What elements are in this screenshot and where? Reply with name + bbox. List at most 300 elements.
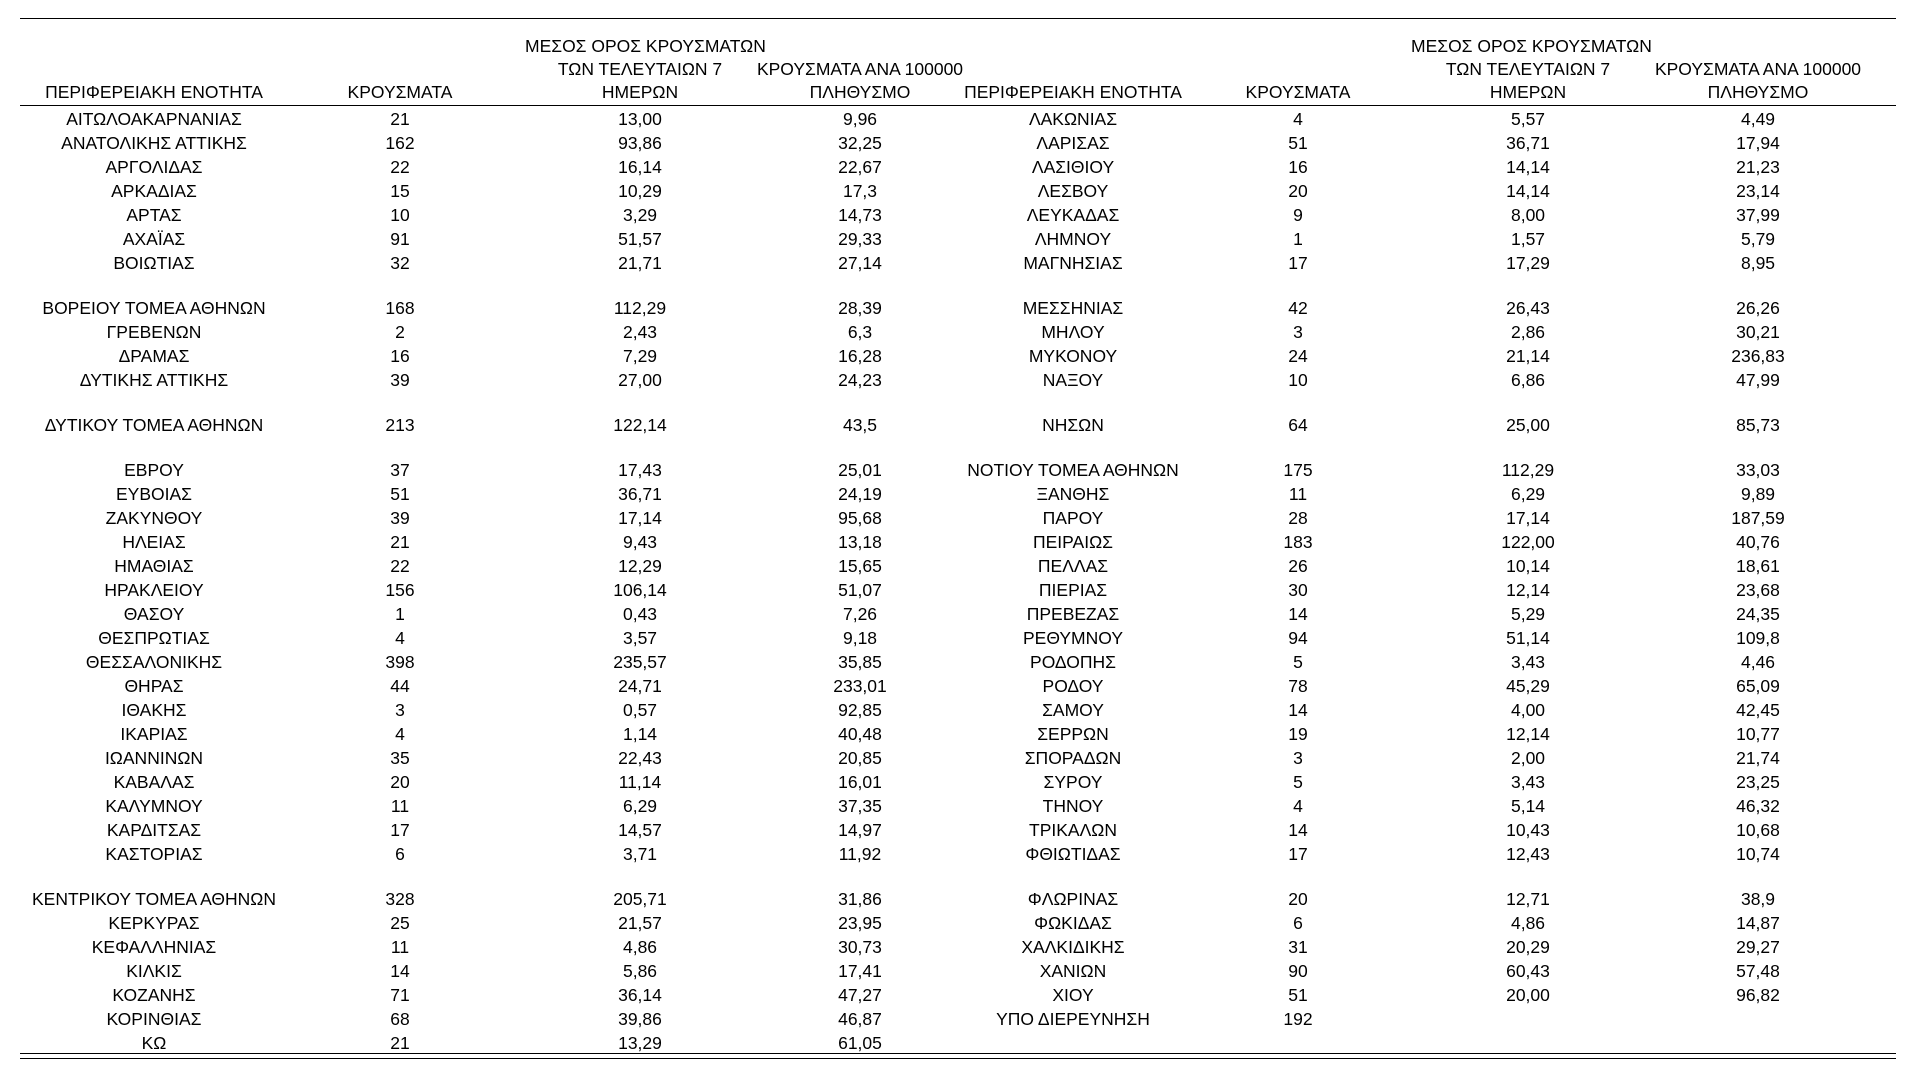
per100k-cell: 35,85 (838, 652, 882, 672)
table-row (20, 1031, 958, 1055)
table-row (20, 554, 958, 578)
cases-cell: 2 (395, 322, 405, 342)
region-cell: ΤΡΙΚΑΛΩΝ (1029, 820, 1117, 840)
table-row (20, 818, 958, 842)
header-cases (1198, 81, 1398, 104)
table-row (20, 770, 958, 794)
table-row (20, 650, 958, 674)
cases-cell: 21 (390, 109, 410, 129)
header-region-line: ΠΕΡΙΦΕΡΕΙΑΚΗ ΕΝΟΤΗΤΑ (45, 82, 263, 102)
per100k-cell: 22,67 (838, 157, 882, 177)
avg7-cell: 36,71 (1506, 133, 1550, 153)
region-cell: ΓΡΕΒΕΝΩΝ (106, 322, 202, 342)
region-cell: ΚΑΛΥΜΝΟΥ (105, 796, 203, 816)
table-row (943, 722, 1881, 746)
header-avg7 (1411, 35, 1652, 104)
table-row (943, 770, 1881, 794)
cases-cell: 398 (385, 652, 415, 672)
avg7-cell: 112,29 (1501, 460, 1555, 480)
per100k-cell: 96,82 (1736, 985, 1780, 1005)
region-cell: ΛΑΚΩΝΙΑΣ (1028, 109, 1118, 129)
cases-cell: 14 (1288, 604, 1308, 624)
per100k-cell: 13,18 (838, 532, 882, 552)
region-cell: ΚΩ (141, 1033, 167, 1053)
per100k-cell: 31,86 (838, 889, 882, 909)
region-cell: ΔΥΤΙΚΟΥ ΤΟΜΕΑ ΑΘΗΝΩΝ (44, 415, 264, 435)
cases-cell: 192 (1283, 1009, 1313, 1029)
avg7-cell: 4,86 (622, 937, 658, 957)
region-cell: ΣΑΜΟΥ (1042, 700, 1104, 720)
per100k-cell: 46,87 (838, 1009, 882, 1029)
cases-cell: 68 (390, 1009, 410, 1029)
region-cell: ΝΟΤΙΟΥ ΤΟΜΕΑ ΑΘΗΝΩΝ (967, 460, 1179, 480)
per100k-cell: 57,48 (1736, 961, 1780, 981)
avg7-cell: 2,00 (1510, 748, 1546, 768)
cases-cell: 5 (1293, 652, 1303, 672)
cases-cell: 10 (1288, 370, 1308, 390)
per100k-cell: 8,95 (1740, 253, 1776, 273)
table-row (943, 131, 1881, 155)
table-row (943, 578, 1881, 602)
per100k-cell: 65,09 (1736, 676, 1780, 696)
cases-cell: 37 (390, 460, 410, 480)
per100k-cell: 4,49 (1740, 109, 1776, 129)
per100k-cell: 37,99 (1736, 205, 1780, 225)
avg7-cell: 10,14 (1506, 556, 1550, 576)
avg7-cell: 5,86 (622, 961, 658, 981)
table-row (943, 530, 1881, 554)
region-cell: ΕΒΡΟΥ (124, 460, 184, 480)
cases-cell: 19 (1288, 724, 1308, 744)
cases-cell: 21 (390, 532, 410, 552)
cases-cell: 175 (1283, 460, 1313, 480)
header-per100k (1643, 58, 1873, 104)
cases-cell: 51 (1288, 133, 1308, 153)
per100k-cell: 10,68 (1736, 820, 1780, 840)
region-cell: ΣΥΡΟΥ (1043, 772, 1103, 792)
avg7-cell: 25,00 (1506, 415, 1550, 435)
per100k-cell: 23,14 (1736, 181, 1780, 201)
cases-report-document (20, 0, 1896, 1078)
header-avg7-line: ΗΜΕΡΩΝ (601, 82, 679, 102)
avg7-cell: 12,14 (1506, 724, 1550, 744)
table-row (20, 983, 958, 1007)
region-cell: ΗΛΕΙΑΣ (122, 532, 186, 552)
per100k-cell: 11,92 (838, 844, 882, 864)
region-cell: ΗΜΑΘΙΑΣ (114, 556, 194, 576)
table-row (20, 959, 958, 983)
per100k-cell: 27,14 (838, 253, 882, 273)
cases-cell: 90 (1288, 961, 1308, 981)
avg7-cell: 14,14 (1506, 181, 1550, 201)
per100k-cell: 21,74 (1736, 748, 1780, 768)
table-row (943, 107, 1881, 131)
cases-cell: 3 (1293, 322, 1303, 342)
avg7-cell: 8,00 (1510, 205, 1546, 225)
region-cell: ΠΕΙΡΑΙΩΣ (1033, 532, 1113, 552)
cases-cell: 21 (390, 1033, 410, 1053)
table-row (943, 1007, 1881, 1031)
table-row (20, 227, 958, 251)
avg7-cell: 4,86 (1510, 913, 1546, 933)
cases-cell: 5 (1293, 772, 1303, 792)
avg7-cell: 21,57 (618, 913, 662, 933)
region-cell: ΣΕΡΡΩΝ (1037, 724, 1109, 744)
header-region (20, 81, 288, 104)
avg7-cell: 5,29 (1510, 604, 1546, 624)
per100k-cell: 25,01 (838, 460, 882, 480)
region-cell: ΤΗΝΟΥ (1042, 796, 1104, 816)
avg7-cell: 6,29 (622, 796, 658, 816)
header-region-line: ΠΕΡΙΦΕΡΕΙΑΚΗ ΕΝΟΤΗΤΑ (964, 82, 1182, 102)
per100k-cell: 16,01 (838, 772, 882, 792)
avg7-cell: 3,43 (1510, 772, 1546, 792)
avg7-cell: 4,00 (1510, 700, 1546, 720)
cases-cell: 94 (1288, 628, 1308, 648)
cases-cell: 28 (1288, 508, 1308, 528)
table-row (943, 626, 1881, 650)
table-row (943, 698, 1881, 722)
cases-cell: 39 (390, 508, 410, 528)
region-cell: ΠΕΛΛΑΣ (1037, 556, 1109, 576)
avg7-cell: 12,29 (618, 556, 662, 576)
per100k-cell: 233,01 (833, 676, 887, 696)
per100k-cell: 14,87 (1736, 913, 1780, 933)
avg7-cell: 1,57 (1510, 229, 1546, 249)
cases-cell: 183 (1283, 532, 1313, 552)
cases-cell: 91 (390, 229, 410, 249)
region-cell: ΒΟΙΩΤΙΑΣ (113, 253, 195, 273)
per100k-cell: 37,35 (838, 796, 882, 816)
table-row (20, 722, 958, 746)
per100k-cell: 26,26 (1736, 298, 1780, 318)
avg7-cell: 7,29 (622, 346, 658, 366)
cases-cell: 78 (1288, 676, 1308, 696)
region-cell: ΒΟΡΕΙΟΥ ΤΟΜΕΑ ΑΘΗΝΩΝ (42, 298, 266, 318)
table-row (20, 698, 958, 722)
avg7-cell: 2,86 (1510, 322, 1546, 342)
region-cell: ΚΕΝΤΡΙΚΟΥ ΤΟΜΕΑ ΑΘΗΝΩΝ (31, 889, 277, 909)
region-cell: ΑΡΤΑΣ (126, 205, 182, 225)
table-row (943, 203, 1881, 227)
per100k-cell: 24,19 (838, 484, 882, 504)
per100k-cell: 21,23 (1736, 157, 1780, 177)
header-per100k-line: ΠΛΗΘΥΣΜΟ (1707, 82, 1809, 102)
table-row (20, 887, 958, 911)
region-cell: ΛΑΣΙΘΙΟΥ (1031, 157, 1115, 177)
avg7-cell: 39,86 (618, 1009, 662, 1029)
region-cell: ΜΗΛΟΥ (1041, 322, 1105, 342)
top-rule (20, 18, 1896, 19)
cases-cell: 1 (395, 604, 405, 624)
per100k-cell: 46,32 (1736, 796, 1780, 816)
region-cell: ΚΕΦΑΛΛΗΝΙΑΣ (91, 937, 217, 957)
per100k-cell: 29,33 (838, 229, 882, 249)
header-cases (300, 81, 500, 104)
avg7-cell: 60,43 (1506, 961, 1550, 981)
table-body-left (20, 107, 958, 1055)
cases-cell: 156 (385, 580, 415, 600)
avg7-cell: 20,00 (1506, 985, 1550, 1005)
table-right-half (943, 36, 1881, 1031)
cases-cell: 4 (395, 724, 405, 744)
per100k-cell: 32,25 (838, 133, 882, 153)
table-row (20, 842, 958, 866)
cases-cell: 22 (390, 556, 410, 576)
table-row (943, 368, 1881, 392)
per100k-cell: 10,77 (1736, 724, 1780, 744)
per100k-cell: 23,68 (1736, 580, 1780, 600)
cases-cell: 6 (1293, 913, 1303, 933)
table-row (20, 320, 958, 344)
table-row (943, 482, 1881, 506)
per100k-cell: 30,73 (838, 937, 882, 957)
per100k-cell: 5,79 (1740, 229, 1776, 249)
avg7-cell: 10,43 (1506, 820, 1550, 840)
table-row (943, 983, 1881, 1007)
region-cell: ΜΕΣΣΗΝΙΑΣ (1022, 298, 1124, 318)
avg7-cell: 17,43 (618, 460, 662, 480)
region-cell: ΧΙΟΥ (1052, 985, 1094, 1005)
table-left-half (20, 36, 964, 1055)
cases-cell: 1 (1293, 229, 1303, 249)
avg7-cell: 0,57 (622, 700, 658, 720)
avg7-cell: 14,57 (618, 820, 662, 840)
table-row (20, 506, 958, 530)
header-avg7-line: ΜΕΣΟΣ ΟΡΟΣ ΚΡΟΥΣΜΑΤΩΝ (525, 36, 766, 56)
region-cell: ΑΧΑΪΑΣ (122, 229, 186, 249)
table-row (20, 179, 958, 203)
avg7-cell: 17,14 (618, 508, 662, 528)
per100k-cell: 236,83 (1731, 346, 1785, 366)
avg7-cell: 12,43 (1506, 844, 1550, 864)
region-cell: ΑΡΓΟΛΙΔΑΣ (105, 157, 203, 177)
header-avg7-line: ΗΜΕΡΩΝ (1489, 82, 1567, 102)
avg7-cell: 5,57 (1510, 109, 1546, 129)
table-row (943, 602, 1881, 626)
table-row (20, 131, 958, 155)
per100k-cell: 43,5 (842, 415, 878, 435)
cases-cell: 328 (385, 889, 415, 909)
cases-cell: 20 (1288, 889, 1308, 909)
avg7-cell: 0,43 (622, 604, 658, 624)
per100k-cell: 20,85 (838, 748, 882, 768)
header-region (943, 81, 1203, 104)
region-cell: ΑΝΑΤΟΛΙΚΗΣ ΑΤΤΙΚΗΣ (61, 133, 247, 153)
region-cell: ΧΑΛΚΙΔΙΚΗΣ (1021, 937, 1125, 957)
region-cell: ΑΡΚΑΔΙΑΣ (111, 181, 197, 201)
cases-cell: 4 (1293, 109, 1303, 129)
avg7-cell: 12,14 (1506, 580, 1550, 600)
avg7-cell: 112,29 (613, 298, 667, 318)
avg7-cell: 24,71 (618, 676, 662, 696)
avg7-cell: 51,14 (1506, 628, 1550, 648)
region-cell: ΔΡΑΜΑΣ (118, 346, 190, 366)
cases-cell: 30 (1288, 580, 1308, 600)
avg7-cell: 3,43 (1510, 652, 1546, 672)
cases-cell: 6 (395, 844, 405, 864)
avg7-cell: 3,71 (622, 844, 658, 864)
cases-cell: 14 (1288, 820, 1308, 840)
cases-cell: 17 (390, 820, 410, 840)
cases-cell: 14 (390, 961, 410, 981)
avg7-cell: 21,14 (1506, 346, 1550, 366)
table-row (943, 227, 1881, 251)
avg7-cell: 16,14 (618, 157, 662, 177)
region-cell: ΑΙΤΩΛΟΑΚΑΡΝΑΝΙΑΣ (66, 109, 242, 129)
per100k-cell: 61,05 (838, 1033, 882, 1053)
table-row (943, 935, 1881, 959)
cases-cell: 31 (1288, 937, 1308, 957)
avg7-cell: 3,57 (622, 628, 658, 648)
per100k-cell: 28,39 (838, 298, 882, 318)
per100k-cell: 51,07 (838, 580, 882, 600)
region-cell: ΡΟΔΟΥ (1042, 676, 1104, 696)
region-cell: ΜΑΓΝΗΣΙΑΣ (1023, 253, 1123, 273)
cases-cell: 35 (390, 748, 410, 768)
cases-cell: 9 (1293, 205, 1303, 225)
region-cell: ΛΕΥΚΑΔΑΣ (1026, 205, 1120, 225)
region-cell: ΡΟΔΟΠΗΣ (1030, 652, 1116, 672)
per100k-cell: 42,45 (1736, 700, 1780, 720)
per100k-cell: 4,46 (1740, 652, 1776, 672)
cases-cell: 26 (1288, 556, 1308, 576)
table-row (943, 818, 1881, 842)
region-cell: ΖΑΚΥΝΘΟΥ (105, 508, 203, 528)
per100k-cell: 14,97 (838, 820, 882, 840)
cases-cell: 14 (1288, 700, 1308, 720)
avg7-cell: 13,00 (618, 109, 662, 129)
cases-cell: 10 (390, 205, 410, 225)
header-per100k-line: ΠΛΗΘΥΣΜΟ (809, 82, 911, 102)
table-header (20, 36, 964, 104)
table-row (943, 746, 1881, 770)
per100k-cell: 23,95 (838, 913, 882, 933)
region-cell: ΦΛΩΡΙΝΑΣ (1027, 889, 1119, 909)
table-row (20, 482, 958, 506)
region-cell: ΙΚΑΡΙΑΣ (120, 724, 188, 744)
avg7-cell: 1,14 (622, 724, 658, 744)
cases-cell: 11 (390, 937, 410, 957)
table-row (20, 296, 958, 320)
cases-cell: 42 (1288, 298, 1308, 318)
per100k-cell: 38,9 (1740, 889, 1776, 909)
cases-cell: 39 (390, 370, 410, 390)
cases-cell: 20 (1288, 181, 1308, 201)
table-row (943, 959, 1881, 983)
per100k-cell: 187,59 (1731, 508, 1785, 528)
region-cell: ΘΕΣΠΡΩΤΙΑΣ (98, 628, 210, 648)
cases-cell: 20 (390, 772, 410, 792)
table-row (20, 458, 958, 482)
per100k-cell: 18,61 (1736, 556, 1780, 576)
region-cell: ΝΑΞΟΥ (1042, 370, 1104, 390)
table-row (943, 413, 1881, 437)
table-row (20, 746, 958, 770)
per100k-cell: 9,96 (842, 109, 878, 129)
region-cell: ΠΡΕΒΕΖΑΣ (1026, 604, 1120, 624)
table-row (20, 1007, 958, 1031)
region-cell: ΧΑΝΙΩΝ (1039, 961, 1107, 981)
header-avg7 (525, 35, 766, 104)
table-row (20, 911, 958, 935)
region-cell: ΠΑΡΟΥ (1042, 508, 1104, 528)
region-cell: ΘΑΣΟΥ (123, 604, 185, 624)
per100k-cell: 17,94 (1736, 133, 1780, 153)
table-row (943, 344, 1881, 368)
region-cell: ΙΩΑΝΝΙΝΩΝ (104, 748, 204, 768)
avg7-cell: 27,00 (618, 370, 662, 390)
region-cell: ΚΟΖΑΝΗΣ (112, 985, 196, 1005)
table-row (943, 320, 1881, 344)
avg7-cell: 36,14 (618, 985, 662, 1005)
region-cell: ΚΟΡΙΝΘΙΑΣ (106, 1009, 202, 1029)
avg7-cell: 26,43 (1506, 298, 1550, 318)
avg7-cell: 5,14 (1510, 796, 1546, 816)
per100k-cell: 7,26 (842, 604, 878, 624)
per100k-cell: 24,23 (838, 370, 882, 390)
table-row (943, 842, 1881, 866)
table-row (20, 578, 958, 602)
region-cell: ΞΑΝΘΗΣ (1036, 484, 1110, 504)
table-row (20, 530, 958, 554)
table-row (943, 554, 1881, 578)
per100k-cell: 47,99 (1736, 370, 1780, 390)
per100k-cell: 33,03 (1736, 460, 1780, 480)
region-cell: ΗΡΑΚΛΕΙΟΥ (104, 580, 204, 600)
avg7-cell: 6,86 (1510, 370, 1546, 390)
per100k-cell: 47,27 (838, 985, 882, 1005)
per100k-cell: 9,89 (1740, 484, 1776, 504)
table-row (20, 251, 958, 275)
region-cell: ΦΩΚΙΔΑΣ (1034, 913, 1112, 933)
cases-cell: 17 (1288, 844, 1308, 864)
table-body-right (943, 107, 1881, 1031)
table-header (943, 36, 1881, 104)
region-cell: ΘΗΡΑΣ (124, 676, 184, 696)
avg7-cell: 122,14 (613, 415, 667, 435)
cases-cell: 16 (390, 346, 410, 366)
avg7-cell: 122,00 (1501, 532, 1555, 552)
region-cell: ΚΕΡΚΥΡΑΣ (108, 913, 200, 933)
per100k-cell: 16,28 (838, 346, 882, 366)
table-row (20, 602, 958, 626)
region-cell: ΦΘΙΩΤΙΔΑΣ (1025, 844, 1121, 864)
per100k-cell: 24,35 (1736, 604, 1780, 624)
table-row (943, 179, 1881, 203)
region-cell: ΕΥΒΟΙΑΣ (116, 484, 192, 504)
region-cell: ΥΠΟ ΔΙΕΡΕΥΝΗΣΗ (996, 1009, 1150, 1029)
header-per100k-line: ΚΡΟΥΣΜΑΤΑ ΑΝΑ 100000 (1654, 59, 1862, 79)
header-avg7-line: ΜΕΣΟΣ ΟΡΟΣ ΚΡΟΥΣΜΑΤΩΝ (1411, 36, 1652, 56)
cases-cell: 3 (1293, 748, 1303, 768)
region-cell: ΛΕΣΒΟΥ (1037, 181, 1109, 201)
region-cell: ΚΑΡΔΙΤΣΑΣ (106, 820, 202, 840)
cases-cell: 22 (390, 157, 410, 177)
header-cases-line: ΚΡΟΥΣΜΑΤΑ (347, 82, 453, 102)
region-cell: ΛΗΜΝΟΥ (1034, 229, 1112, 249)
per100k-cell: 15,65 (838, 556, 882, 576)
table-row (943, 650, 1881, 674)
avg7-cell: 22,43 (618, 748, 662, 768)
table-row (20, 935, 958, 959)
table-row (943, 506, 1881, 530)
per100k-cell: 92,85 (838, 700, 882, 720)
avg7-cell: 11,14 (618, 772, 662, 792)
header-per100k (755, 58, 965, 104)
cases-cell: 16 (1288, 157, 1308, 177)
cases-cell: 71 (390, 985, 410, 1005)
